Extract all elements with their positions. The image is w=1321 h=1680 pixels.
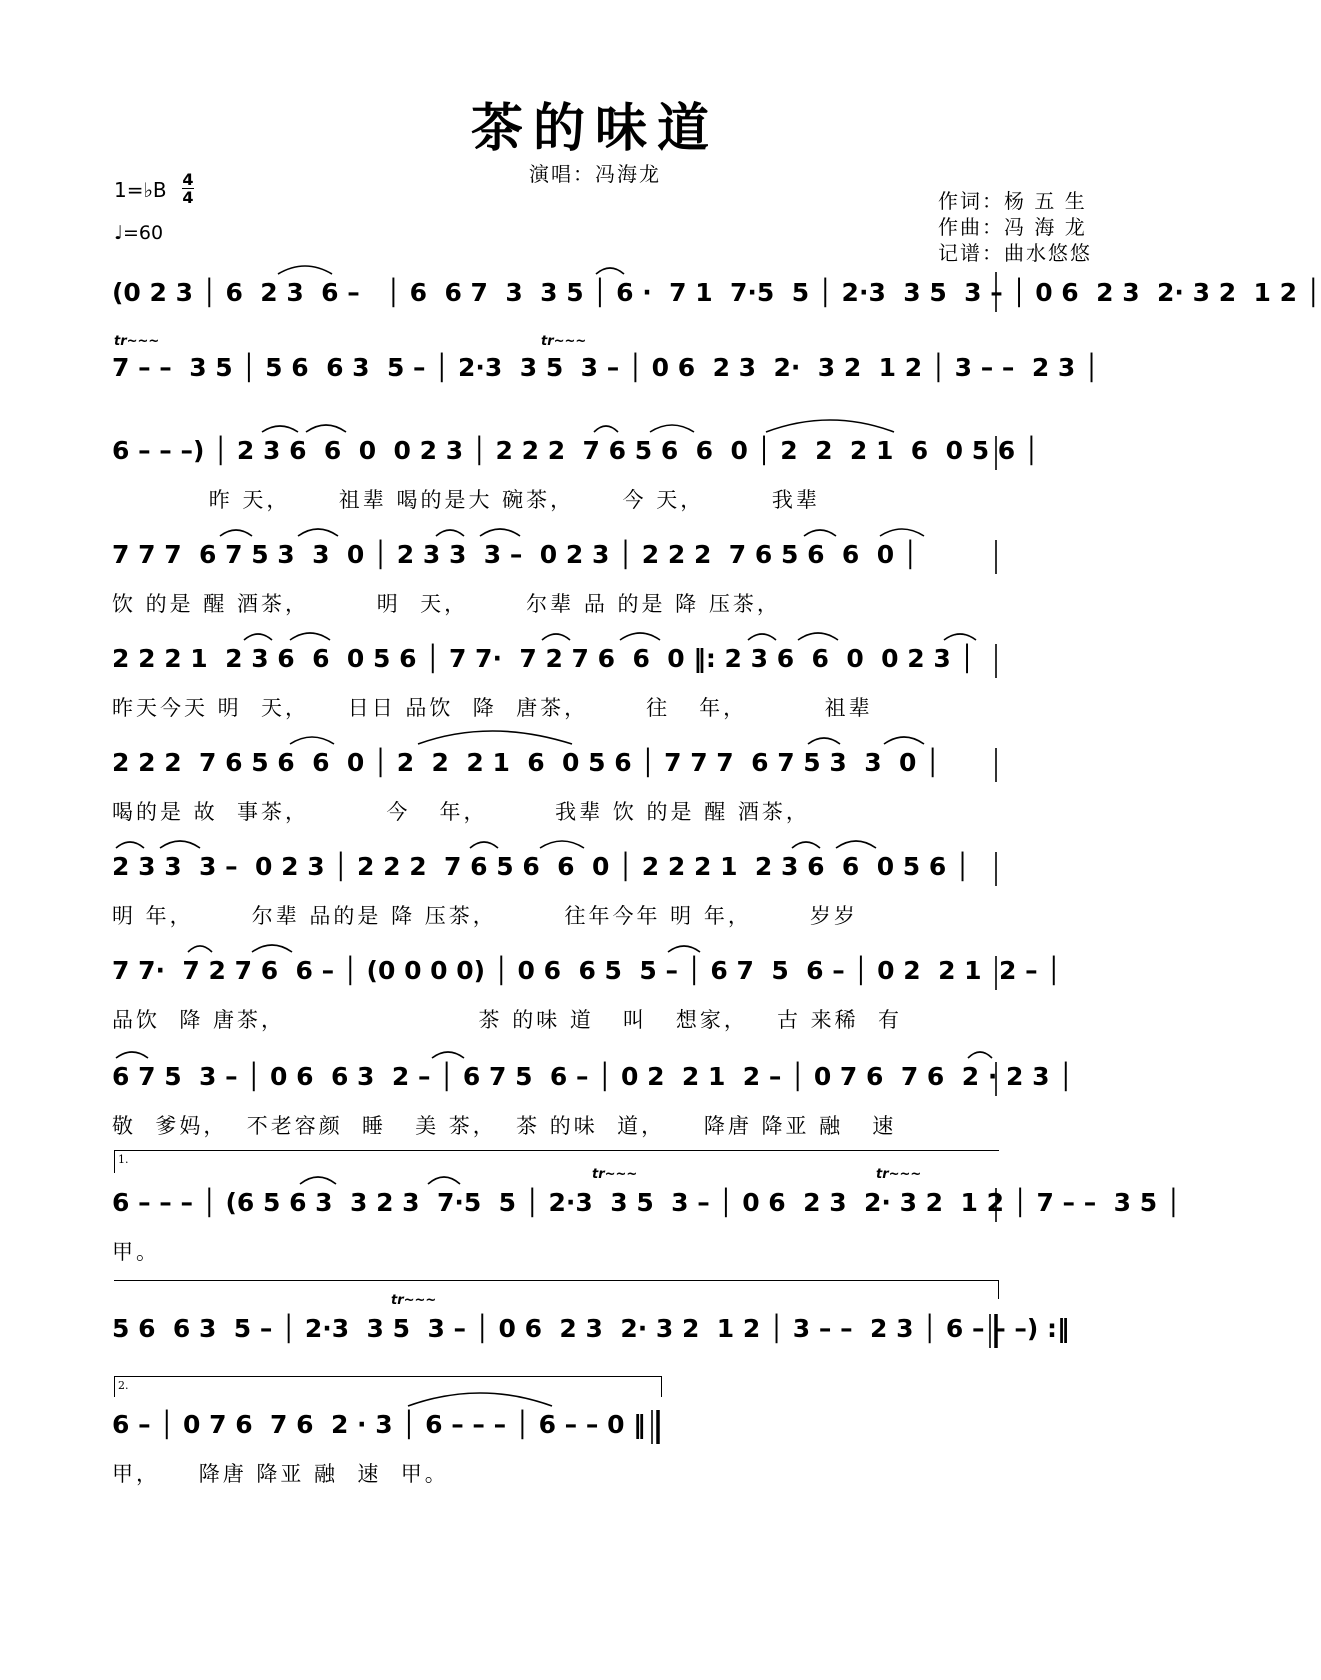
slur-mark: [596, 268, 624, 274]
staff-line-3: 6 – – –) │ 2 3 6 6 0 0 2 3 │ 2 2 2 7 6 5 6 6 0 │ 2 2 2 1 6 0 5 6 │: [112, 436, 1039, 465]
slur-mark: [298, 529, 338, 536]
lyric-line-6: 喝的是 故 事茶， 今 年， 我辈 饮 的是 醒 酒茶，: [112, 800, 810, 824]
slur-mark: [808, 738, 840, 744]
slur-mark: [244, 634, 272, 640]
staff-line-5: 2 2 2 1 2 3 6 6 0 5 6 │ 7 7· 7 2 7 6 6 0 ‖: 2 3 6 6 0 0 2 3 │: [112, 644, 975, 673]
lyric-line-3: 昨 天， 祖辈 喝的是大 碗茶， 今 天， 我辈: [112, 488, 820, 512]
staff-line-9: 6 7 5 3 – │ 0 6 6 3 2 – │ 6 7 5 6 – │ 0 2 2 1 2 – │ 0 7 6 7 6 2 · 2 3 │: [112, 1062, 1074, 1091]
key-label: 1=♭B: [114, 178, 167, 202]
slur-mark: [880, 529, 924, 536]
slur-mark: [650, 425, 694, 432]
slur-mark: [428, 1177, 460, 1184]
slur-mark: [668, 946, 700, 952]
slur-mark: [480, 529, 520, 536]
slur-mark: [542, 634, 570, 640]
trill-mark: tr~~~: [541, 334, 587, 349]
slur-mark: [836, 841, 876, 848]
trill-mark: tr~~~: [391, 1293, 437, 1308]
slur-mark: [804, 530, 836, 536]
staff-line-12: 6 – │ 0 7 6 7 6 2 · 3 │ 6 – – – │ 6 – – 0 ‖: [112, 1410, 646, 1439]
staff-line-8: 7 7· 7 2 7 6 6 – │ (0 0 0 0) │ 0 6 6 5 5 – │ 6 7 5 6 – │ 0 2 2 1 2 – │: [112, 956, 1062, 985]
first-ending-label: 1.: [118, 1153, 129, 1166]
lyric-line-12: 甲， 降唐 降亚 融 速 甲。: [112, 1462, 449, 1486]
staff-line-7: 2 3 3 3 – 0 2 3 │ 2 2 2 7 6 5 6 6 0 │ 2 2 2 1 2 3 6 6 0 5 6 │: [112, 852, 971, 881]
staff-line-2: 7 – – 3 5 │ 5 6 6 3 5 – │ 2·3 3 5 3 – │ 0 6 2 3 2· 3 2 1 2 │ 3 – – 2 3 │: [112, 353, 1100, 382]
slur-mark: [116, 1052, 148, 1058]
time-sig-top: 4: [182, 170, 194, 189]
slur-mark: [766, 420, 894, 432]
slur-mark: [798, 633, 838, 640]
slur-mark: [290, 737, 334, 744]
time-sig-bottom: 4: [182, 188, 194, 207]
trill-mark: tr~~~: [114, 334, 160, 349]
singer-credit: 演唱：冯海龙: [529, 162, 661, 186]
lyric-line-10: 甲。: [112, 1240, 160, 1264]
slur-mark: [252, 945, 292, 952]
slur-mark: [470, 842, 498, 848]
slur-mark: [884, 737, 924, 744]
trill-mark: tr~~~: [592, 1167, 638, 1182]
composer-credit: 作曲：冯 海 龙: [938, 215, 1087, 239]
lyricist-credit: 作词：杨 五 生: [938, 189, 1087, 213]
lyric-line-4: 饮 的是 醒 酒茶， 明 天， 尔辈 品 的是 降 压茶，: [112, 592, 781, 616]
tempo-marking: ♩=60: [114, 222, 164, 244]
lyric-line-5: 昨天今天 明 天， 日日 品饮 降 唐茶， 往 年， 祖辈: [112, 696, 873, 720]
trill-mark: tr~~~: [876, 1167, 922, 1182]
slur-mark: [594, 426, 618, 432]
slur-mark: [944, 634, 976, 640]
staff-line-4: 7 7 7 6 7 5 3 3 0 │ 2 3 3 3 – 0 2 3 │ 2 2 2 7 6 5 6 6 0 │: [112, 540, 918, 569]
slur-mark: [792, 842, 820, 848]
song-title: 茶的味道: [470, 98, 719, 159]
slur-mark: [278, 266, 332, 274]
slur-mark: [262, 426, 298, 432]
slur-mark: [116, 842, 144, 848]
slur-mark: [436, 530, 464, 536]
slur-mark: [418, 731, 572, 744]
slur-mark: [408, 1393, 552, 1406]
slur-mark: [300, 1177, 336, 1184]
slur-mark: [160, 841, 200, 848]
staff-line-6: 2 2 2 7 6 5 6 6 0 │ 2 2 2 1 6 0 5 6 │ 7 7 7 6 7 5 3 3 0 │: [112, 748, 941, 777]
slur-mark: [188, 946, 212, 952]
slur-mark: [540, 841, 584, 848]
slur-mark: [306, 425, 346, 432]
lyric-line-7: 明 年， 尔辈 品的是 降 压茶， 往年今年 明 年， 岁岁: [112, 904, 858, 928]
slur-mark: [432, 1052, 464, 1058]
transcriber-credit: 记谱：曲水悠悠: [938, 241, 1092, 265]
second-ending-label: 2.: [118, 1379, 129, 1392]
slur-mark: [968, 1052, 992, 1058]
staff-line-10: 6 – – – │ (6 5 6 3 3 2 3 7·5 5 │ 2·3 3 5 3 – │ 0 6 2 3 2· 3 2 1 2 │ 7 – – 3 5 │: [112, 1188, 1181, 1217]
slur-mark: [748, 634, 776, 640]
slur-mark: [620, 633, 660, 640]
staff-line-11: 5 6 6 3 5 – │ 2·3 3 5 3 – │ 0 6 2 3 2· 3 2 1 2 │ 3 – – 2 3 │ 6 – – –) :‖: [112, 1314, 1070, 1343]
slur-mark: [220, 530, 252, 536]
staff-line-1: (0 2 3 │ 6 2 3 6 – │ 6 6 7 3 3 5 │ 6 · 7 1 7·5 5 │ 2·3 3 5 3 – │ 0 6 2 3 2· 3 2 1 2 │: [112, 278, 1321, 307]
lyric-line-9: 敬 爹妈， 不老容颜 睡 美 茶， 茶 的味 道， 降唐 降亚 融 速: [112, 1114, 897, 1138]
slur-mark: [290, 633, 330, 640]
lyric-line-8: 品饮 降 唐茶， 茶 的味 道 叫 想家， 古 来稀 有: [112, 1008, 902, 1032]
